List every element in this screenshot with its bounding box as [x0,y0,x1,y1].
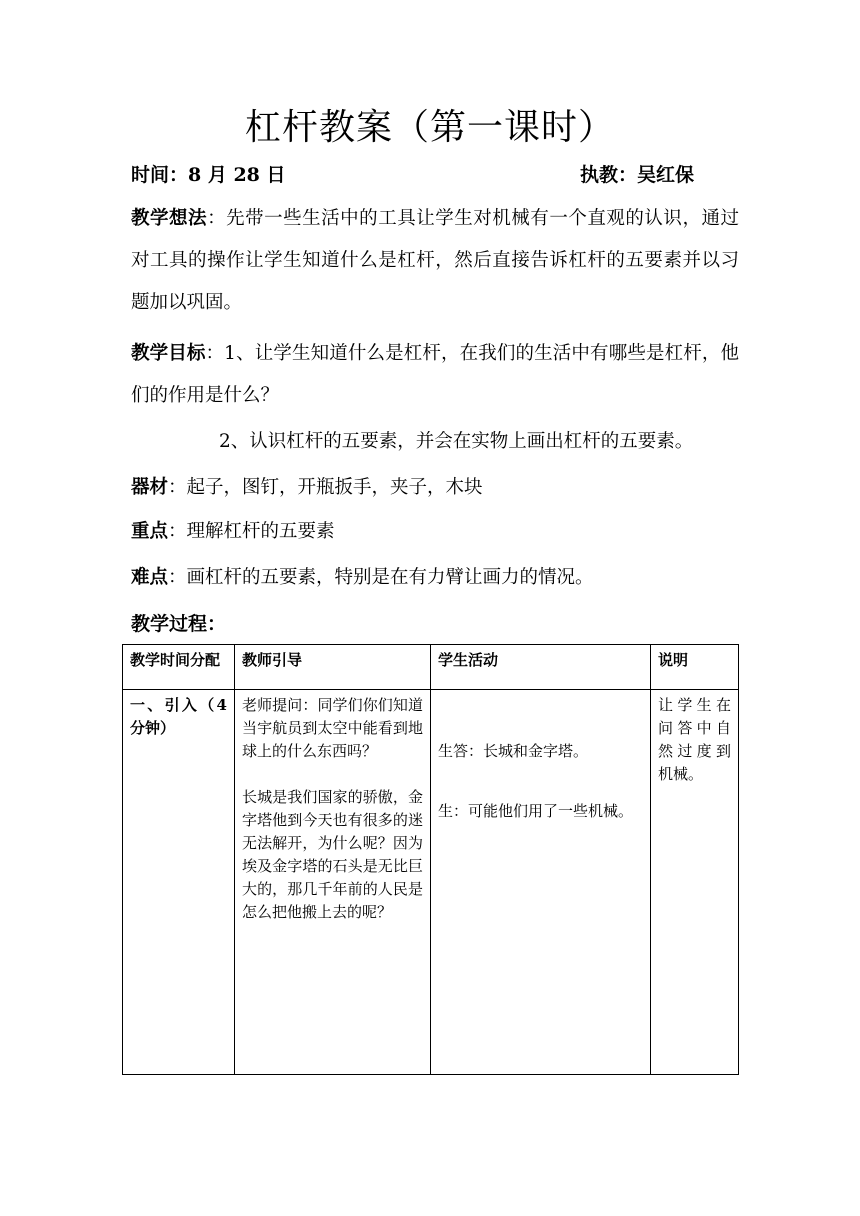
key-point [131,511,739,553]
materials [131,467,739,509]
student-text-1: 生答：长城和金字塔。 [438,742,589,760]
note-text: 让学生在问答中自然过度到机械。 [658,696,731,783]
teaching-idea-label: 教学想法 [131,208,208,229]
teaching-goals [131,333,739,417]
teaching-idea [131,198,739,324]
student-text-2: 生：可能他们用了一些机械。 [438,802,634,820]
process-heading: 教学过程： [131,613,227,635]
cell-time [123,690,235,1075]
process-table [122,644,739,1075]
teaching-goals-item-2: 2、认识杠杆的五要素，并会在实物上画出杠杆的五要素。 [219,431,694,452]
time-label: 时间：8 月 28 日 [131,164,286,186]
materials-label: 器材 [131,477,169,498]
teacher-text-1: 老师提问：同学们你们知道当宇航员到太空中能看到地球上的什么东西吗？ [242,696,423,760]
time-text: 一、引入（4分钟） [130,696,227,737]
header-teacher: 教师引导 [235,645,431,690]
materials-text: ：起子，图钉，开瓶扳手，夹子，木块 [168,477,483,498]
table-row [123,690,739,1075]
teacher-text-2: 长城是我们国家的骄傲，金字塔他到今天也有很多的迷无法解开，为什么呢？因为埃及金字塔的石头是无比巨大的，那几千年前的人民是怎么把他搬上去的呢？ [242,788,423,921]
cell-student [431,690,651,1075]
key-point-text: ：理解杠杆的五要素 [168,521,335,542]
difficulty-text: ：画杠杆的五要素，特别是在有力臂让画力的情况。 [168,567,594,588]
cell-note [651,690,739,1075]
header-note: 说明 [651,645,739,690]
header-time: 教学时间分配 [123,645,235,690]
teaching-idea-text: ：先带一些生活中的工具让学生对机械有一个直观的认识，通过对工具的操作让学生知道什么是杠杆，然后直接告诉杠杆的五要素并以习题加以巩固。 [131,208,739,313]
header-student: 学生活动 [431,645,651,690]
difficulty-label: 难点 [131,567,169,588]
cell-teacher [235,690,431,1075]
teacher-label: 执教：吴红保 [580,164,695,186]
key-point-label: 重点 [131,521,169,542]
teaching-goals-label: 教学目标 [131,343,206,364]
teaching-goals-item-1: ：1、让学生知道什么是杠杆，在我们的生活中有哪些是杠杆，他们的作用是什么？ [131,343,739,406]
difficulty [131,557,739,599]
page-title: 杠杆教案（第一课时） [244,107,615,148]
table-header-row [123,645,739,690]
